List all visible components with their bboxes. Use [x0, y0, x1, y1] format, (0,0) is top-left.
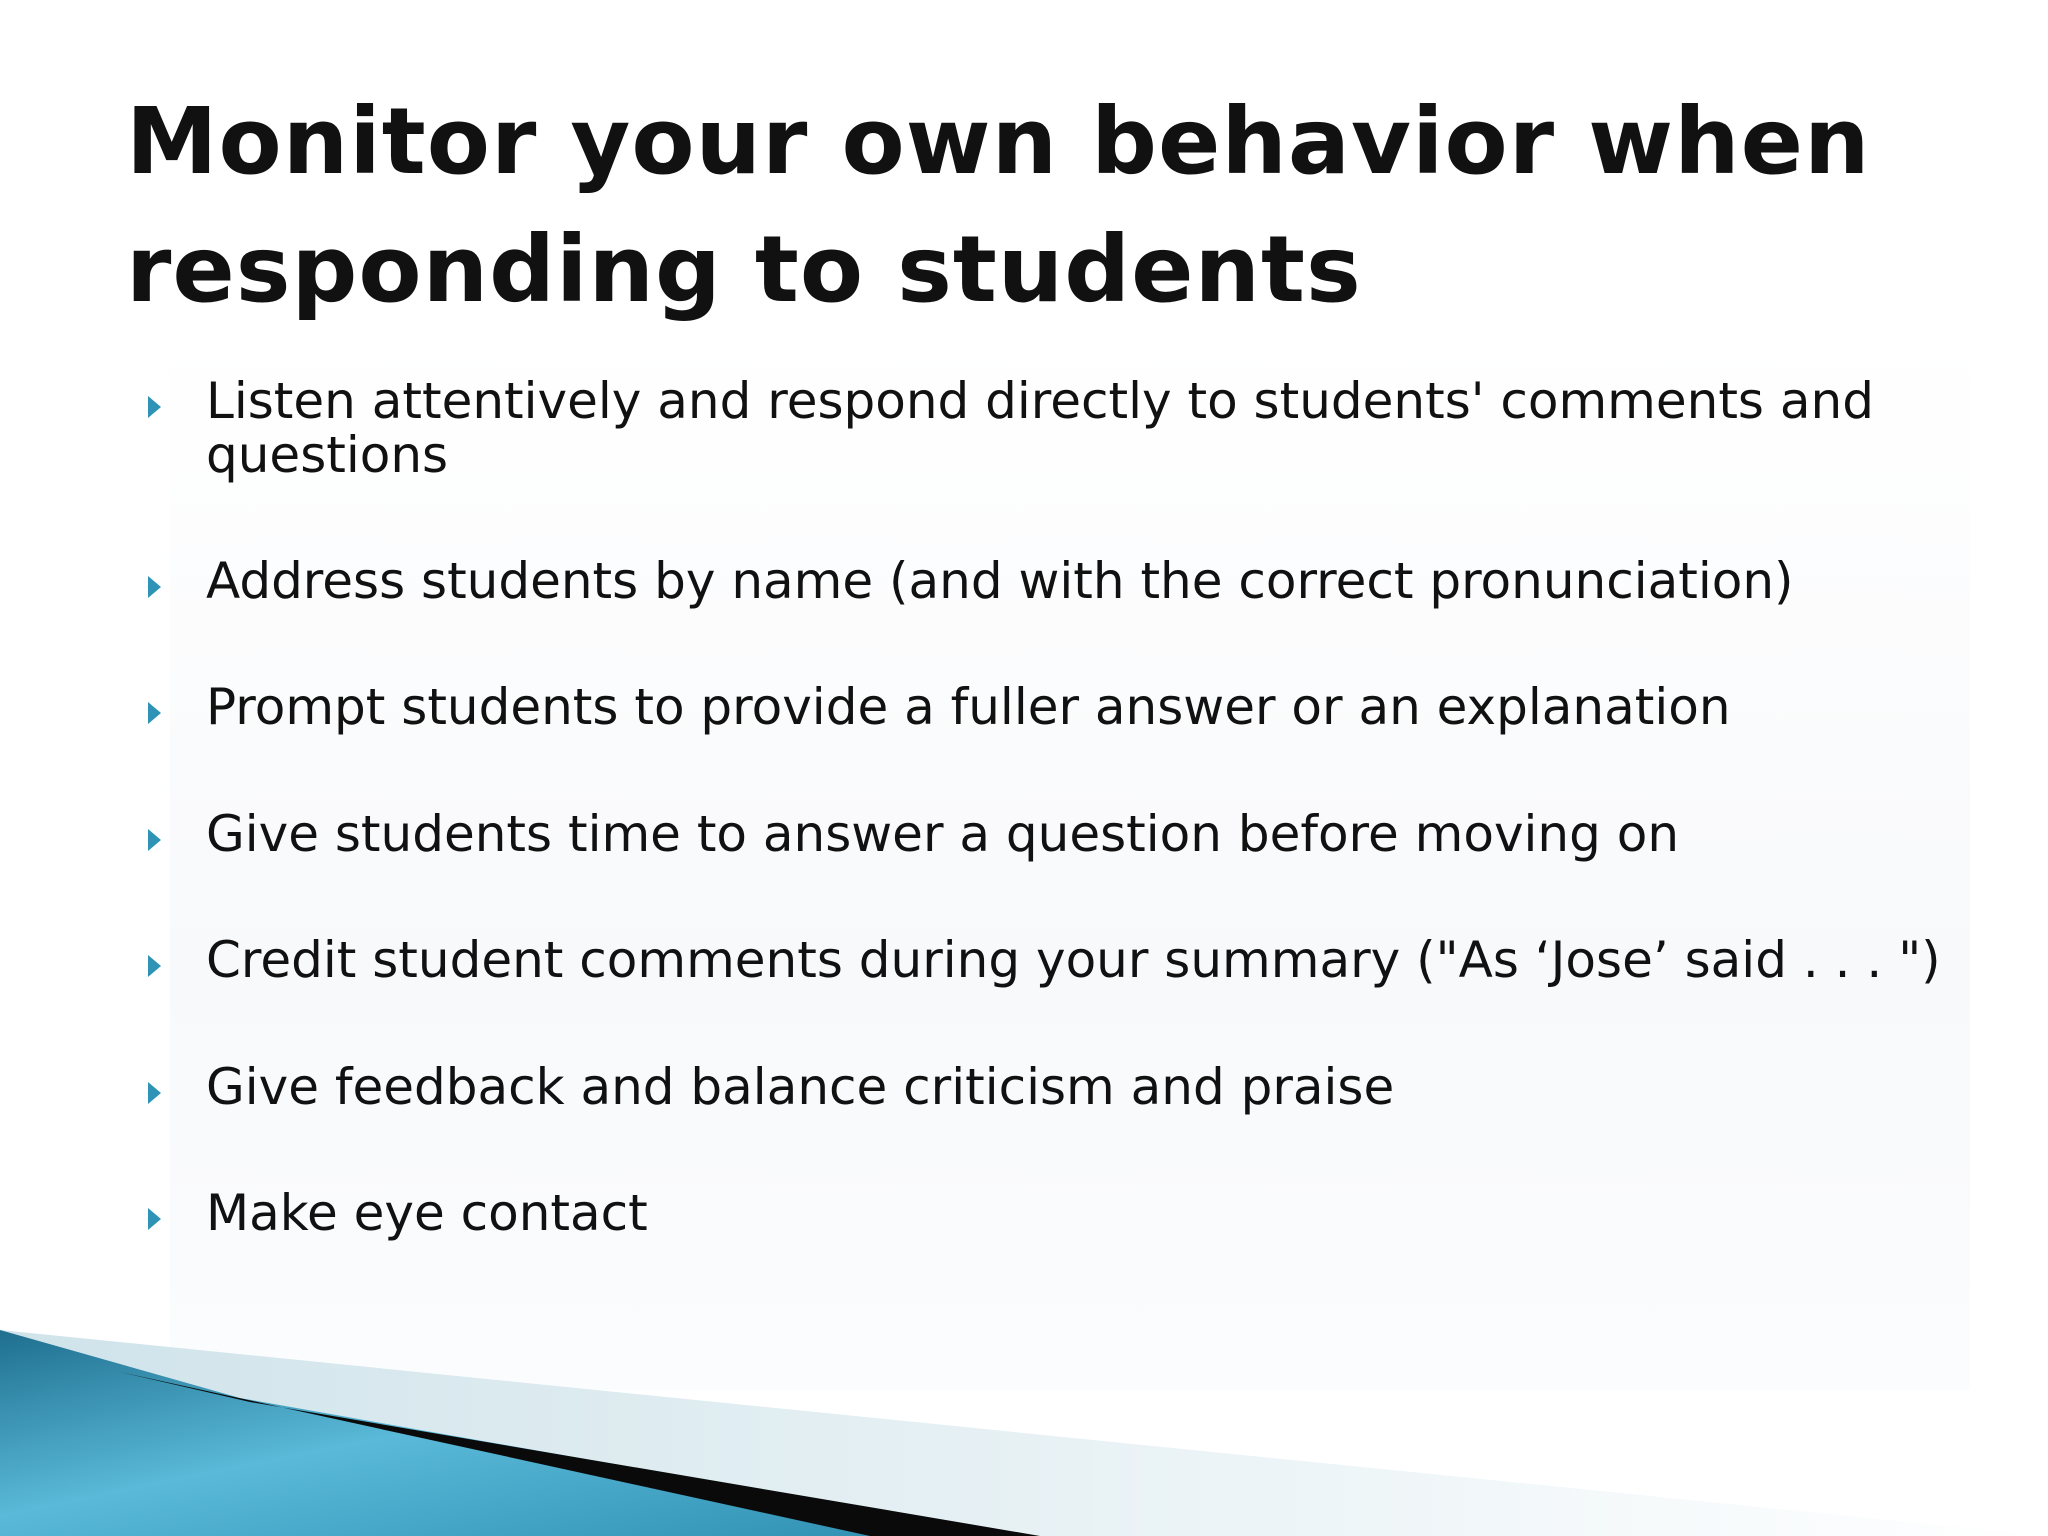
triangle-right-icon — [148, 702, 161, 724]
bullet-text: Give feedback and balance criticism and praise — [206, 1058, 1395, 1116]
bullet-text: Make eye contact — [206, 1184, 648, 1242]
bullet-text: Listen attentively and respond directly to students' comments and questions — [206, 372, 1874, 484]
triangle-right-icon — [148, 829, 161, 851]
slide-title: Monitor your own behavior when responding to students — [126, 88, 1871, 323]
decorative-swoosh — [0, 1290, 2048, 1536]
triangle-right-icon — [148, 1208, 161, 1230]
triangle-right-icon — [148, 955, 161, 977]
triangle-right-icon — [148, 1082, 161, 1104]
bullet-text: Address students by name (and with the correct pronunciation) — [206, 552, 1794, 610]
triangle-right-icon — [148, 396, 161, 418]
triangle-right-icon — [148, 576, 161, 598]
bullet-text: Prompt students to provide a fuller answer or an explanation — [206, 678, 1731, 736]
bullet-text: Credit student comments during your summary ("As ‘Jose’ said . . . ") — [206, 931, 1941, 989]
bullet-text: Give students time to answer a question before moving on — [206, 805, 1680, 863]
